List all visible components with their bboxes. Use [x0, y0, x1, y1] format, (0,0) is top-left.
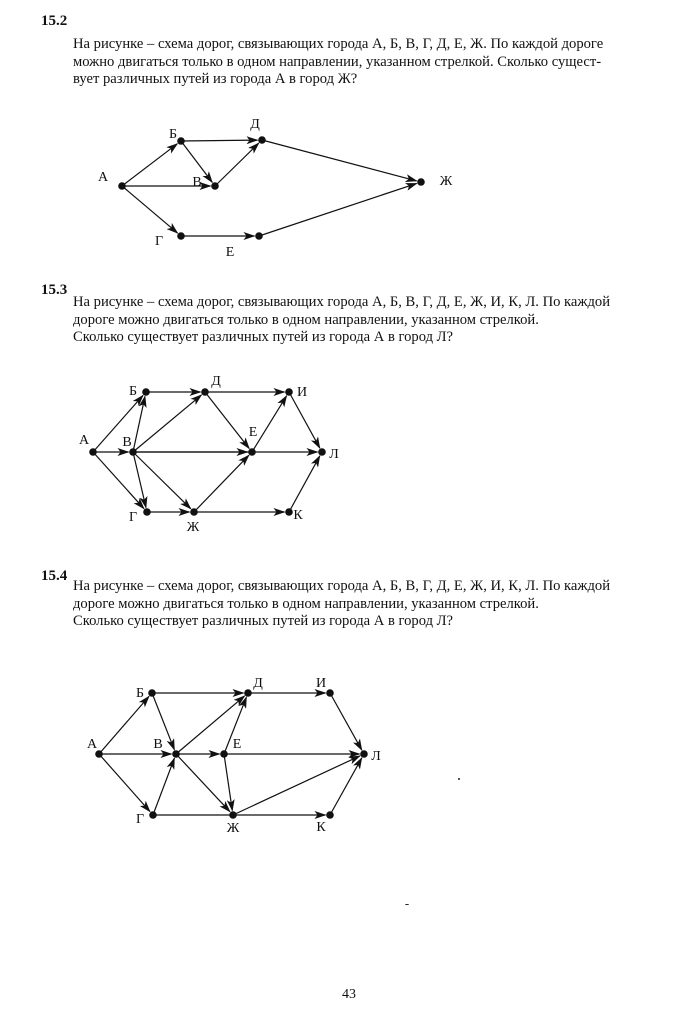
city-label: Е	[232, 737, 242, 753]
road-arrow	[153, 758, 174, 815]
city-label: Ж	[226, 821, 240, 837]
scan-speck	[405, 904, 409, 905]
city-node	[148, 689, 156, 697]
city-label: И	[315, 676, 327, 692]
city-label: А	[97, 170, 109, 186]
problem-number: 15.2	[41, 13, 68, 29]
page-number: 43	[342, 987, 356, 1002]
city-label: В	[153, 737, 163, 753]
road-arrow	[330, 693, 362, 750]
city-label: В	[122, 435, 132, 451]
city-label: Л	[329, 447, 339, 463]
city-node	[149, 811, 157, 819]
problem-number: 15.3	[41, 282, 68, 298]
road-arrow	[233, 756, 360, 815]
city-label: Г	[135, 812, 145, 828]
statement-line: Сколько существует различных путей из города А в город Л?	[73, 613, 454, 629]
city-label: Д	[211, 374, 221, 390]
statement-line: Сколько существует различных путей из города А в город Л?	[73, 329, 454, 345]
city-label: Е	[248, 425, 258, 441]
city-node	[326, 689, 334, 697]
statement-line: На рисунке – схема дорог, связывающих города А, Б, В, Г, Д, Е, Ж, И, К, Л. По каждой	[73, 294, 611, 310]
city-label: Д	[250, 117, 260, 133]
statement-line: дороге можно двигаться только в одном направлении, указанном стрелкой.	[73, 595, 539, 612]
city-label: Е	[225, 245, 235, 261]
city-node	[172, 750, 180, 758]
city-label: К	[316, 820, 326, 836]
city-label: Л	[371, 749, 381, 765]
statement-line: На рисунке – схема дорог, связывающих города А, Б, В, Г, Д, Е, Ж. По каждой дороге	[73, 36, 604, 52]
scan-speck	[458, 778, 460, 780]
city-node	[220, 750, 228, 758]
city-label: Д	[253, 676, 263, 692]
city-label: Б	[128, 384, 138, 400]
statement-line: вует различных путей из города А в город Ж?	[73, 71, 358, 87]
statement-line: На рисунке – схема дорог, связывающих города А, Б, В, Г, Д, Е, Ж, И, К, Л. По каждой	[73, 578, 611, 594]
problem-number: 15.4	[41, 568, 68, 584]
city-label: И	[296, 385, 308, 401]
city-label: Г	[128, 510, 138, 526]
statement-line: можно двигаться только в одном направлении, указанном стрелкой. Сколько сущест-	[73, 53, 602, 70]
road-arrow	[330, 758, 362, 815]
city-label: Ж	[439, 174, 453, 190]
city-label: В	[192, 175, 202, 191]
city-label: К	[293, 508, 303, 524]
city-label: А	[86, 737, 98, 753]
city-label: Ж	[186, 520, 200, 536]
city-label: Б	[135, 686, 145, 702]
city-node	[360, 750, 368, 758]
road-arrow	[176, 754, 230, 812]
city-label: Г	[154, 234, 164, 250]
city-node	[244, 689, 252, 697]
road-arrow	[224, 754, 232, 811]
city-node	[229, 811, 237, 819]
statement-line: дороге можно двигаться только в одном направлении, указанном стрелкой.	[73, 311, 539, 328]
city-node	[326, 811, 334, 819]
road-arrow	[99, 696, 149, 754]
city-label: Б	[168, 127, 178, 143]
road-arrow	[99, 754, 150, 812]
city-label: А	[78, 433, 90, 449]
